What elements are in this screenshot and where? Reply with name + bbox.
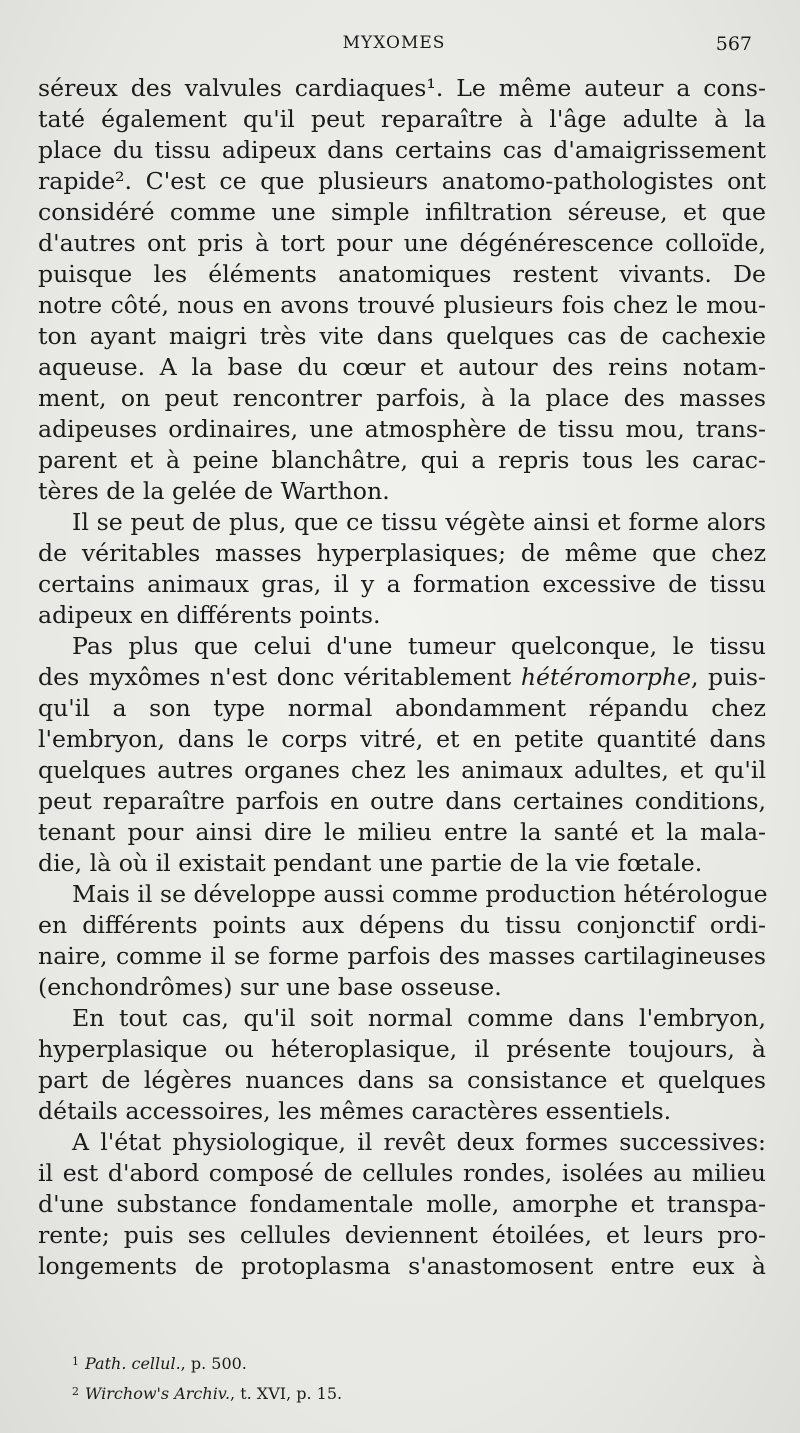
text-line: Mais il se développe aussi comme production hétérologue <box>72 880 768 908</box>
footnotes <box>72 1347 772 1407</box>
text-line: détails accessoires, les mêmes caractères essentiels. <box>38 1097 672 1125</box>
text-line: rapide². C'est ce que plusieurs anatomo-pathologistes ont <box>38 167 766 195</box>
text-line: quelques autres organes chez les animaux adultes, et qu'il <box>38 756 766 784</box>
running-title: MYXOMES <box>342 33 446 53</box>
text-line: ton ayant maigri très vite dans quelques cas de cachexie <box>38 322 766 350</box>
text-line: l'embryon, dans le corps vitré, et en petite quantité dans <box>38 725 766 753</box>
text-line: aqueuse. A la base du cœur et autour des reins notam- <box>38 353 766 381</box>
text-line: part de légères nuances dans sa consistance et quelques <box>38 1066 766 1094</box>
text-line: peut reparaître parfois en outre dans certaines conditions, <box>38 787 766 815</box>
text-line: tenant pour ainsi dire le milieu entre la santé et la mala- <box>38 818 766 846</box>
footnote <box>72 1347 772 1377</box>
text-line: de véritables masses hyperplasiques; de même que chez <box>38 539 766 567</box>
text-line: ment, on peut rencontrer parfois, à la place des masses <box>38 384 766 412</box>
text-line: adipeuses ordinaires, une atmosphère de tissu mou, trans- <box>38 415 766 443</box>
text-line: En tout cas, qu'il soit normal comme dans l'embryon, <box>72 1004 766 1032</box>
footnote-marker: 2 <box>72 1385 79 1398</box>
text-line: qu'il a son type normal abondamment répandu chez <box>38 694 766 722</box>
text-line: A l'état physiologique, il revêt deux formes successives: <box>72 1128 766 1156</box>
footnote-marker: 1 <box>72 1355 79 1368</box>
text-line: notre côté, nous en avons trouvé plusieurs fois chez le mou- <box>38 291 766 319</box>
text-line: die, là où il existait pendant une partie de la vie fœtale. <box>38 849 703 877</box>
footnote-text: , p. 500. <box>180 1354 247 1373</box>
text-line: longements de protoplasma s'anastomosent entre eux à <box>38 1252 766 1280</box>
text-line: (enchondrômes) sur une base osseuse. <box>38 973 502 1001</box>
text-line: en différents points aux dépens du tissu conjonctif ordi- <box>38 911 766 939</box>
text-line: séreux des valvules cardiaques¹. Le même auteur a cons- <box>38 74 766 102</box>
text-line: il est d'abord composé de cellules rondes, isolées au milieu <box>38 1159 766 1187</box>
text-line <box>38 662 766 693</box>
footnote <box>72 1377 772 1407</box>
running-head <box>0 33 800 59</box>
text-line: place du tissu adipeux dans certains cas d'amaigrissement <box>38 136 766 164</box>
text-line: parent et à peine blanchâtre, qui a repris tous les carac- <box>38 446 766 474</box>
text-line: tères de la gelée de Warthon. <box>38 477 390 505</box>
text-line: naire, comme il se forme parfois des masses cartilagineuses <box>38 942 766 970</box>
text-line: hyperplasique ou héteroplasique, il présente toujours, à <box>38 1035 766 1063</box>
footnote-text: , t. XVI, p. 15. <box>230 1384 343 1403</box>
text-line: certains animaux gras, il y a formation excessive de tissu <box>38 570 766 598</box>
text-line: puisque les éléments anatomiques restent vivants. De <box>38 260 766 288</box>
text-line: Pas plus que celui d'une tumeur quelconque, le tissu <box>72 632 766 660</box>
text-line: adipeux en différents points. <box>38 601 381 629</box>
text-line: taté également qu'il peut reparaître à l'âge adulte à la <box>38 105 766 133</box>
text-segment: des myxômes n'est donc véritablement <box>38 663 521 691</box>
body-text <box>38 73 766 1282</box>
text-segment: , puis- <box>691 663 766 691</box>
italic-term: hétéromorphe <box>520 663 692 691</box>
page-number: 567 <box>715 33 752 55</box>
text-line: rente; puis ses cellules deviennent étoilées, et leurs pro- <box>38 1221 766 1249</box>
text-line: d'autres ont pris à tort pour une dégénérescence colloïde, <box>38 229 766 257</box>
footnote-source: Path. cellul. <box>85 1354 181 1373</box>
footnote-source: Wirchow's Archiv. <box>85 1384 231 1403</box>
text-line: d'une substance fondamentale molle, amorphe et transpa- <box>38 1190 766 1218</box>
text-line: considéré comme une simple infiltration séreuse, et que <box>38 198 766 226</box>
text-line: Il se peut de plus, que ce tissu végète ainsi et forme alors <box>72 508 766 536</box>
